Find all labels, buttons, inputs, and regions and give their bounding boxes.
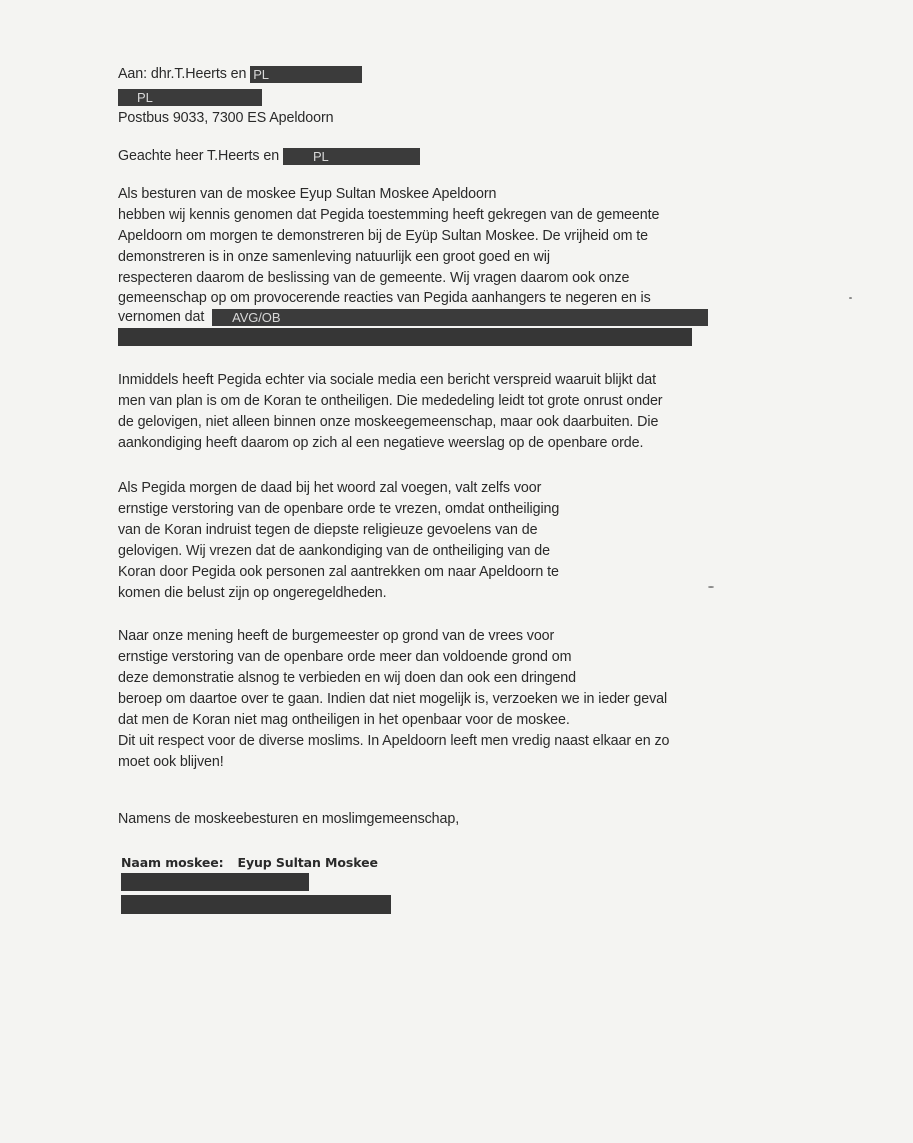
postbus-line: Postbus 9033, 7300 ES Apeldoorn — [118, 110, 334, 126]
paragraph-line: Als Pegida morgen de daad bij het woord zal voegen, valt zelfs voor — [118, 480, 542, 496]
paragraph-line: moet ook blijven! — [118, 754, 224, 770]
scan-speck — [708, 586, 714, 588]
paragraph-line: dat men de Koran niet mag ontheiligen in het openbaar voor de moskee. — [118, 712, 570, 728]
signature-line — [121, 854, 378, 871]
salutation — [118, 148, 420, 165]
paragraph-line: Naar onze mening heeft de burgemeester op grond van de vrees voor — [118, 628, 555, 644]
paragraph-line: ernstige verstoring van de openbare orde te vrezen, omdat ontheiliging — [118, 501, 560, 517]
redaction-block — [118, 328, 692, 346]
salutation-text: Geachte heer T.Heerts en — [118, 148, 280, 164]
signature-label: Naam moskee: — [121, 855, 224, 870]
addressee-line — [118, 66, 362, 83]
paragraph-line: gelovigen. Wij vrezen dat de aankondiging van de ontheiliging van de — [118, 543, 550, 559]
paragraph-line: komen die belust zijn op ongeregeldheden. — [118, 585, 387, 601]
paragraph-line: respecteren daarom de beslissing van de gemeente. Wij vragen daarom ook onze — [118, 270, 630, 286]
paragraph-line: beroep om daartoe over te gaan. Indien dat niet mogelijk is, verzoeken we in ieder geval — [118, 691, 668, 707]
paragraph-line-text: vernomen dat — [118, 309, 205, 325]
redaction-salutation: PL — [283, 148, 420, 165]
addressee-second-line — [118, 89, 262, 106]
paragraph-line: Koran door Pegida ook personen zal aantrekken om naar Apeldoorn te — [118, 564, 559, 580]
redaction-avg-ob: AVG/OB — [212, 309, 708, 326]
redaction-addressee: PL — [250, 66, 362, 83]
paragraph-line: de gelovigen, niet alleen binnen onze moskeegemeenschap, maar ook daarbuiten. Die — [118, 414, 659, 430]
redaction-block — [121, 895, 391, 914]
paragraph-line: ernstige verstoring van de openbare orde meer dan voldoende grond om — [118, 649, 572, 665]
paragraph-line: van de Koran indruist tegen de diepste religieuze gevoelens van de — [118, 522, 538, 538]
redaction-block — [121, 873, 309, 891]
paragraph-line: deze demonstratie alsnog te verbieden en wij doen dan ook een dringend — [118, 670, 576, 686]
paragraph-line: Als besturen van de moskee Eyup Sultan Moskee Apeldoorn — [118, 186, 497, 202]
closing-line: Namens de moskeebesturen en moslimgemeenschap, — [118, 811, 460, 827]
paragraph-line: hebben wij kennis genomen dat Pegida toestemming heeft gekregen van de gemeente — [118, 207, 660, 223]
paragraph-line: aankondiging heeft daarom op zich al een negatieve weerslag op de openbare orde. — [118, 435, 644, 451]
paragraph-line: Dit uit respect voor de diverse moslims. In Apeldoorn leeft men vredig naast elkaar en zo — [118, 733, 670, 749]
paragraph-line: gemeenschap op om provocerende reacties van Pegida aanhangers te negeren en is — [118, 290, 651, 306]
paragraph-line: Apeldoorn om morgen te demonstreren bij de Eyüp Sultan Moskee. De vrijheid om te — [118, 228, 649, 244]
paragraph-line: Inmiddels heeft Pegida echter via sociale media een bericht verspreid waaruit blijkt dat — [118, 372, 656, 388]
redaction-addressee-2: PL — [118, 89, 262, 106]
paragraph-line-redacted — [118, 309, 708, 326]
paragraph-line: men van plan is om de Koran te ontheiligen. Die mededeling leidt tot grote onrust onder — [118, 393, 663, 409]
scan-speck — [849, 297, 852, 299]
signature-value: Eyup Sultan Moskee — [237, 855, 378, 870]
addressee-text: Aan: dhr.T.Heerts en — [118, 66, 247, 82]
paragraph-line: demonstreren is in onze samenleving natuurlijk een groot goed en wij — [118, 249, 550, 265]
